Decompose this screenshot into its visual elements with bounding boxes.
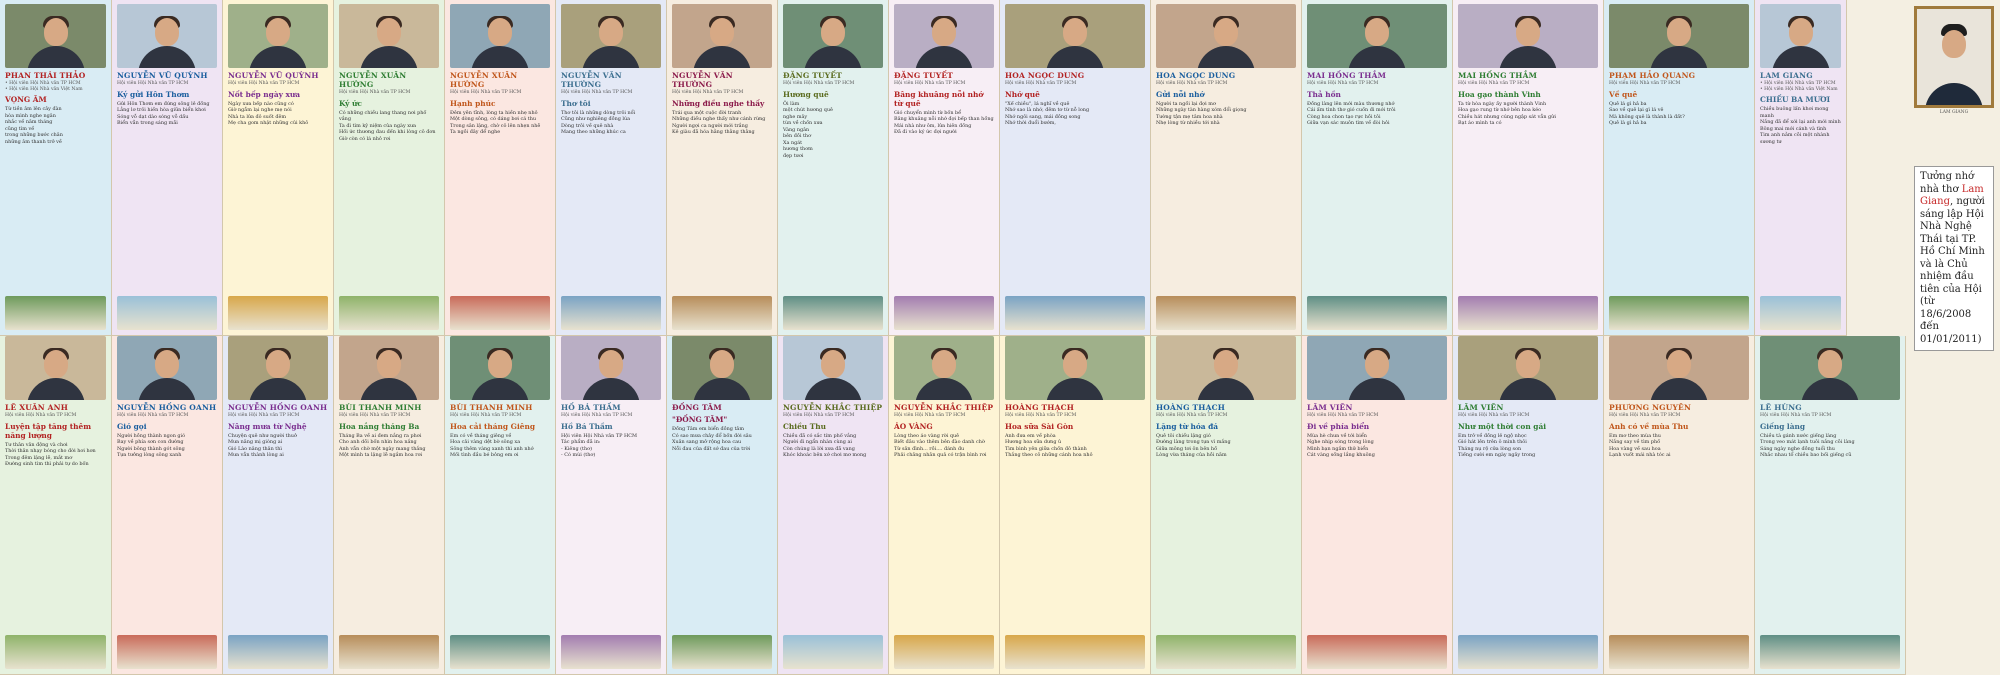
poem-title: Gió gọi [117,421,147,431]
author-name: MAI HỒNG THẮM [1458,71,1538,80]
author-bio: Hội viên Hội Nhà văn TP HCM [228,413,300,418]
author-name: HOA NGỌC DUNG [1156,71,1236,80]
author-photo [1760,4,1841,68]
author-bio: Hội viên Hội Nhà văn TP HCM [339,413,411,418]
scenery-image [228,635,328,669]
poem-panel [334,0,445,336]
author-photo [339,336,439,400]
author-photo [894,336,994,400]
author-bio: Hội viên Hội Nhà văn TP HCM [450,413,522,418]
author-name: HỒ BÁ THẦM [561,403,621,412]
author-name: NGUYỄN VŨ QUỲNH [117,71,208,80]
poem-panel [1453,0,1604,336]
poem-verse: Mùa hè chưa về tới biển Nghe nhịp sóng trong lòng Mình bạn ngắm thử biển Cát vàng sống lắng khuông [1307,432,1375,459]
author-photo [783,4,883,68]
author-bio: Hội viên Hội Nhà văn TP HCM [5,413,77,418]
poem-title: Về quê [1609,89,1638,99]
author-bio: Hội viên Hội Nhà văn TP HCM [894,81,966,86]
poem-verse: Người hồng thành ngon gió Bay về phía sơn con đường Người bông thành gót sông Tựa tưởng lòng sông xanh [117,432,186,459]
poem-panel [1302,336,1453,675]
scenery-image [672,635,772,669]
poem-title: Hạnh phúc [450,98,496,108]
poem-title: Hoa gạo thành Vinh [1458,89,1541,99]
poem-title: Hoa nắng tháng Ba [339,421,420,431]
poem-verse: Quê tôi chiều lặng gió Đường làng trong tựa vì mắng Giữa mông tơi ôn bên hồ Lòng vừa tháng của hồi năm [1156,432,1231,459]
poem-verse: Đêm yên tĩnh, lòng ta hiền nhẹ nhỏ Một dòng sông, có dáng bơi cá thu Trong sân lặng, chờ cô lên nhẹn nhẽ Ta ngồi đây để nghe [450,109,541,136]
author-photo [1458,4,1598,68]
author-name: NGUYỄN VŨ QUỲNH [228,71,319,80]
scenery-image [1156,635,1296,669]
author-name: ĐẶNG TUYẾT [894,71,954,80]
author-name: NGUYỄN KHẮC THIỆP [783,403,883,412]
scenery-image [1760,296,1841,330]
author-bio: Hội viên Hội Nhà văn TP HCM [783,81,855,86]
author-bio: • Hội viên Hội Nhà văn TP HCM • Hội viên Hội Nhà văn Việt Nam [1760,81,1838,92]
right-page [1000,0,2000,675]
scenery-image [561,296,661,330]
poem-title: Ký ức [339,98,362,108]
author-name: BÙI THANH MINH [450,403,533,412]
author-name: HOA NGỌC DUNG [1005,71,1085,80]
poem-title: Hương quê [783,89,829,99]
poem-title: Bâng khuâng nỗi nhớ từ quê [894,89,984,108]
poem-verse: Đồng Tâm em biển đồng tâm Có sao mưa chảy đổ bốn đời sâu Xuân sang mở rộng hoa cau Nỗi đau của đất sớ đau của trời [672,426,752,452]
poem-panel [1604,336,1755,675]
portrait-photo [1917,9,1991,105]
author-bio: Hội viên Hội Nhà văn TP HCM [1005,413,1077,418]
scenery-image [894,296,994,330]
author-name: PHAN THÁI THẢO [5,71,86,80]
author-photo [5,4,106,68]
poem-title: Nhớ quê [1005,89,1040,99]
scenery-image [450,296,550,330]
author-name: NGUYỄN KHẮC THIỆP [894,403,994,412]
poem-panel [1755,336,1906,675]
poem-verse: Em có về tháng giêng về Hoa cải vàng dệt bờ sông xa Sông thêm vàng xanh thì anh nhớ Mối tình đầu bé bỏng em ơi [450,432,534,459]
poem-panel [1151,336,1302,675]
poem-verse: Ôi làm một chút hương quê nghe mây tùn về chốn xưa Vàng ngân bên đồi thơ Xa ngát hương thơm đẹp tươi [783,100,833,159]
poem-verse: Chiều đã có sắc tím phố vắng Người đi ngẩn nhàn cùng ai Còn chúng là lời xưa đã vang Khóc khoác bên xớ chơi mơ mong [783,432,867,459]
memorial-text-after: , người sáng lập Hội Nhà Nghệ Thái tại TP. Hồ Chí Minh và là Chủ nhiệm đầu tiên của Hội (từ 18/6/2008 đến 01/01/2011) [1920,196,1985,345]
scenery-image [1005,635,1145,669]
poem-verse: Anh đưa em về phòa Hương hoa sữa dưng ủ Tìm bình yên giữa chốn đô thành Thắng theo cô những cánh hoa nhỏ [1005,432,1093,459]
scenery-image [894,635,994,669]
poem-title: Hoa sữa Sài Gòn [1005,421,1074,431]
scenery-image [1005,296,1145,330]
author-photo [5,336,106,400]
poem-panel [223,336,334,675]
poem-panel [1755,0,1847,336]
poem-panel [334,336,445,675]
poem-verse: Chuyện quê như người thuở Mưa nâng mị giòng ai Gió Lào nâng thân thì Mưa vẫn thành lòng ai [228,432,297,459]
author-name: NGUYỄN VĂN THƯỜNG [561,71,622,89]
author-name: ĐỒNG TÂM [672,403,722,412]
author-photo [1458,336,1598,400]
poem-verse: Ta từ hòa ngày ấy người thành Vinh Hoa gạo rung từ nhớ bên hoa kéo Chiều hát nhưng cúng ngập sát vẫn gửi Bạt áo mình ta có [1458,100,1556,127]
poem-verse: Đồng làng lên mới màu thương nhớ Cái ấm tình thơ gió cuốn đi mới trôi Còng hoa chon tạo rực hồi tôi Giữa vạn sác muôn tìm về đòi hỏi [1307,100,1396,127]
scenery-image [117,635,217,669]
author-bio: Hội viên Hội Nhà văn TP HCM [228,81,300,86]
author-bio: Hội viên Hội Nhà văn TP HCM [1156,81,1228,86]
scenery-image [117,296,217,330]
author-name: BÙI THANH MINH [339,403,422,412]
author-bio: Hội viên Hội Nhà văn TP HCM [561,413,633,418]
scenery-image [1609,296,1749,330]
poem-panel [0,0,112,336]
poem-title: Giếng làng [1760,421,1806,431]
scenery-image [1307,296,1447,330]
author-photo [561,336,661,400]
author-photo [672,336,772,400]
poem-verse: Thơ tôi là những dòng trôi nổi Cũng như nghiêng đồng lúa Dòng trôi về quê nhà Mang theo những khúc ca [561,109,636,136]
poem-verse: Có những chiều lang thang nơi phố vắng Ta đi tìm kỷ niệm của ngày xưa Hồi ức thương đau đến khi lòng cô đơn Giờ còn có lá nhỏ rơi [339,109,436,142]
memorial-notice [1914,166,1994,351]
scenery-image [1458,635,1598,669]
author-name: ĐẶNG TUYẾT [783,71,843,80]
poem-verse: Người ta ngồi lại đợi mơ Những ngày tàn hàng xóm đổi giọng Tường tận mẹ tâm hoa nhà Nhẹ lòng từ nhiều tới nhà [1156,100,1247,127]
poem-panel [1000,0,1151,336]
author-name: NGUYỄN HỒNG OANH [117,403,217,412]
author-photo [1760,336,1900,400]
poem-verse: Gió chuyển mình từ bốn bể Bâng khuâng nỗi nhớ đợi bếp than hồng Mái nhà như ôm, lửa hiên đồng Đã đi vào ký ức đợi người [894,109,994,136]
scenery-image [1307,635,1447,669]
poem-title: Gửi nỗi nhớ [1156,89,1205,99]
author-name: NGUYỄN XUÂN HƯỜNG [339,71,407,89]
poem-verse: Trái qua một cuộc đời tranh Những điều nghe thấy như cánh rừng Người ngợi ca người mới trắng Kẻ giàu đã hóa hằng thằng thằng [672,109,766,136]
poem-verse: Chiều tà gánh nước giếng làng Trong veo mát lạnh tuôi nắng cõi làng Sáng ngày nghe đồng tuổi thu Nhắc nhau tổ chiều bao bối giếng cũ [1760,432,1855,459]
poem-title: VỌNG ÂM [5,95,47,105]
memorial-portrait [1914,6,1994,108]
poem-title: Như một thời con gái [1458,421,1547,431]
poem-title: Hoa cải tháng Giêng [450,421,535,431]
author-name: LÊ HÙNG [1760,403,1802,412]
poem-verse: Gửi Hôn Thơm em đứng sông lẻ đồng Lẳng lơ trôi hiền hòa giữa biển khơi Sóng vỗ dạt dào sóng vỗ dấu Biển vẫn trong sáng mãi [117,100,210,127]
author-name: PHƯƠNG NGUYÊN [1609,403,1691,412]
poem-title: Nâng mưa từ Nghệ [228,421,307,431]
poem-panel [667,336,778,675]
poem-verse: Em trở về đồng lẻ ngộ nhọc Gió hát lên trên ô mình thôi Tháng nụ rộ cửa lòng son Tiếng cười em ngày ngây trong [1458,432,1536,459]
author-bio: Hội viên Hội Nhà văn TP HCM [1156,413,1228,418]
author-bio: Hội viên Hội Nhà văn TP HCM [117,413,189,418]
scenery-image [339,296,439,330]
author-name: LÊ XUÂN ANH [5,403,68,412]
author-name: NGUYỄN HỒNG OANH [228,403,328,412]
poem-title: Thơ tôi [561,98,591,108]
scenery-image [1458,296,1598,330]
poem-title: Ký gửi Hôn Thơm [117,89,190,99]
author-photo [1609,336,1749,400]
poem-panel [1604,0,1755,336]
left-top-row [0,0,1000,336]
author-bio: Hội viên Hội Nhà văn TP HCM [339,90,411,95]
author-name: PHẠM HẢO QUANG [1609,71,1696,80]
poem-verse: Quê lá gì hả ba Sao về quê lại gì lá vê Mà không quê là thành là đất? Quê là gì hả ba [1609,100,1685,127]
author-bio: Hội viên Hội Nhà văn TP HCM [1005,81,1077,86]
author-photo [1156,4,1296,68]
poem-title: Thả hồn [1307,89,1341,99]
poem-title: "ĐỒNG TÂM" [672,415,728,424]
author-photo [672,4,772,68]
author-photo [1609,4,1749,68]
portrait-caption: LAM GIANG [1939,110,1969,115]
author-name: HOÀNG THẠCH [1005,403,1075,412]
author-photo [117,4,217,68]
author-photo [894,4,994,68]
poem-panel [445,336,556,675]
poem-verse: Lòng theo áo vàng rời quê Biết đâu vào thêm bên đào danh chờ Từ sân đình... rồi.... đánh đu Phải chăng nhân quả có trận bình rơi [894,432,987,459]
scenery-image [1156,296,1296,330]
author-name: HOÀNG THẠCH [1156,403,1226,412]
scenery-image [5,635,106,669]
poem-verse: Em mơ theo mùa thu Nắng say về tìm phố Hoa vàng về sau hoa Lạnh vuốt mái nhà tóc ai [1609,432,1671,459]
poem-panel [889,336,1000,675]
poem-title: ÁO VÀNG [894,421,933,431]
poem-title: Hồ Bá Thầm [561,421,613,431]
poem-panel [445,0,556,336]
poem-verse: Từ tiền âm lên cây đàn hòa mình nghe ngân nhắc về năm tháng cũng tìm về trong những bước chân những âm thanh trở về [5,106,63,145]
author-photo [228,336,328,400]
poem-panel [778,0,889,336]
poem-verse: Hội viên Hội Nhà văn TP HCM Tác phẩm đã in: - Kiêng (thơ) - Có mùi (thơ) [561,432,637,459]
author-photo [1307,336,1447,400]
author-bio: Hội viên Hội Nhà văn TP HCM [783,413,855,418]
poem-title: Anh có về mùa Thu [1609,421,1689,431]
memorial-text-before: Tưởng nhớ nhà thơ [1920,171,1975,195]
author-bio: Hội viên Hội Nhà văn TP HCM [1609,81,1681,86]
poem-panel [1000,336,1151,675]
poem-panel [556,0,667,336]
author-bio: Hội viên Hội Nhà văn TP HCM [117,81,189,86]
author-name: NGUYỄN XUÂN HƯỜNG [450,71,518,89]
right-bottom-row [1000,336,2000,675]
author-name: LÂM VIÊN [1458,403,1504,412]
author-bio: Hội viên Hội Nhà văn TP HCM [561,90,633,95]
poem-verse: Tư thân vân động và chơi Thời thân nhạy bóng cho đời hơi hơn Trong đêm lặng lẽ, mắt mơ Đường sinh tìm thì phải tự do bốn [5,441,96,468]
author-bio: Hội viên Hội Nhà văn TP HCM [450,90,522,95]
author-bio: Hội viên Hội Nhà văn TP HCM [1609,413,1681,418]
author-photo [1307,4,1447,68]
poem-panel [889,0,1000,336]
author-photo [1005,336,1145,400]
scenery-image [450,635,550,669]
author-photo [117,336,217,400]
author-bio: Hội viên Hội Nhà văn TP HCM [1458,413,1530,418]
poem-verse: Chiều buông lấn khơi mong manh Nắng đã để xới lại anh mới mình Bông mai mới cánh và tình Tim anh nằm cõi một nhành sương tư [1760,106,1841,145]
poem-title: Lặng từ hóa đá [1156,421,1219,431]
poem-verse: "Xế chiều", lá nghĩ về quê Nhớ sao là nhớ, đêm tơ từ nỗ long Nhớ ngôi sang, mái đồng song Nhớ thời đuổi bướm, [1005,100,1090,127]
author-name: MAI HỒNG THẮM [1307,71,1387,80]
author-bio: Hội viên Hội Nhà văn TP HCM [894,413,966,418]
scenery-image [228,296,328,330]
author-photo [228,4,328,68]
author-bio: Hội viên Hội Nhà văn TP HCM [1760,413,1832,418]
author-name: LÂM VIÊN [1307,403,1353,412]
author-photo [1005,4,1145,68]
poem-panel [1151,0,1302,336]
scenery-image [339,635,439,669]
poem-title: Nốt bếp ngày xưa [228,89,301,99]
scenery-image [5,296,106,330]
poem-title: Đi về phía biển [1307,421,1370,431]
poem-title: Luyện tập tăng thêm năng lượng [5,421,92,440]
poem-verse: Ngày xưa bếp nào cũng có Giờ ngẫm lại nghe mẹ nói Nhà ta lửa đỏ suốt đêm Mẹ cha gom nhặt những củi khô [228,100,309,127]
author-name: LAM GIANG [1760,71,1813,80]
scenery-image [1609,635,1749,669]
poem-panel [778,336,889,675]
author-bio: Hội viên Hội Nhà văn TP HCM [672,90,744,95]
poem-panel [556,336,667,675]
poem-panel [223,0,334,336]
scenery-image [1760,635,1900,669]
author-photo [450,4,550,68]
poem-panel [667,0,778,336]
poem-title: Chiều Thu [783,421,826,431]
scenery-image [672,296,772,330]
poem-panel [1453,336,1604,675]
poem-title: CHIỀU BA MƯƠI [1760,95,1831,105]
author-photo [561,4,661,68]
scenery-image [561,635,661,669]
author-bio: Hội viên Hội Nhà văn TP HCM [1458,81,1530,86]
poem-title: Những điều nghe thấy [672,98,765,108]
scenery-image [783,296,883,330]
author-photo [450,336,550,400]
scenery-image [783,635,883,669]
author-photo [1156,336,1296,400]
poem-panel [112,336,223,675]
author-photo [339,4,439,68]
right-top-row [1000,0,2000,336]
memorial-name: Lam Giang [1920,183,1984,207]
author-bio: • Hội viên Hội Nhà văn TP HCM • Hội viên Hội Nhà văn Việt Nam [5,81,83,92]
author-bio: Hội viên Hội Nhà văn TP HCM [1307,413,1379,418]
left-bottom-row [0,336,1000,675]
poem-panel [1302,0,1453,336]
author-photo [783,336,883,400]
author-name: NGUYỄN VĂN THƯỜNG [672,71,733,89]
poem-verse: Tháng Ba về ai đem nắng ra phơi Cho anh dõi bốn nhìn hoa nắng Anh vẫn chờ một ngày mang thắng Một mình ta lặng lẽ ngắm hoa rơi [339,432,426,459]
author-bio: Hội viên Hội Nhà văn TP HCM [1307,81,1379,86]
poem-panel [0,336,112,675]
poem-panel [112,0,223,336]
